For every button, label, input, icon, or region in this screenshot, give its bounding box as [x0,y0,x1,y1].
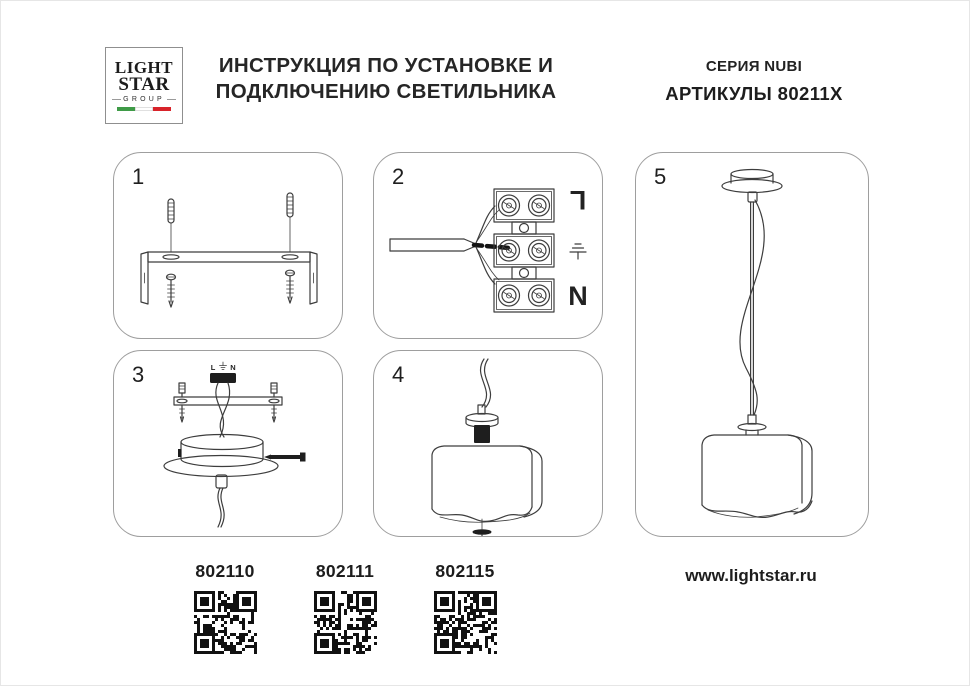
step-number: 2 [392,164,405,189]
step-1-panel [113,152,343,339]
flag-white [135,107,153,111]
mains-cable [390,239,476,251]
page-title-line1: ИНСТРУКЦИЯ ПО УСТАНОВКЕ И [218,54,554,77]
ceiling-canopy [722,170,782,203]
lamp-shade [702,435,812,517]
screw-icon [167,274,176,307]
article-code: 802115 [435,561,495,581]
article-802111 [295,561,395,659]
step-3-panel [113,350,343,537]
screw-icon [286,270,295,303]
step-number: 1 [132,164,145,189]
step-5-panel [635,152,869,537]
earth-symbol-icon [220,362,227,370]
wire-line [221,488,224,527]
step-4-panel [373,350,603,537]
series-name: СЕРИЯ NUBI [705,58,803,75]
terminal-block [494,189,554,312]
series-block [640,58,868,105]
article-802110 [175,561,275,659]
step-2-panel [373,152,603,339]
logo-rule-right [167,99,176,100]
label-line-L: L [210,363,216,372]
shade-fitting [738,415,766,435]
mounting-bracket [141,252,317,304]
label-line-L: L [569,185,587,215]
step2-wiring-diagram [374,153,602,338]
lightstar-logo [105,47,183,124]
qr-code [314,591,377,654]
label-neutral-N: N [568,281,588,311]
dowel-icon [168,199,174,252]
power-cord [740,200,764,415]
logo-word-star: STAR [118,73,170,95]
italian-flag-icon [117,107,171,111]
article-802115 [415,561,515,659]
lamp-shade [432,446,542,522]
earth-symbol-icon [570,244,586,259]
logo-word-light: LIGHT [114,57,174,77]
qr-code [194,591,257,654]
wire-line [476,206,495,243]
logo-group-row [112,96,177,103]
qr-code [434,591,497,654]
step1-mounting-bracket-diagram [114,153,342,338]
wire-line [220,383,229,437]
ceiling-canopy [164,435,278,477]
terminal-screw-icon [499,195,550,306]
wire-neutral [476,247,495,284]
flag-red [153,107,171,111]
wire-line [481,359,487,407]
socket-assembly [466,405,498,443]
wire-line [216,383,224,437]
flag-green [117,107,135,111]
step5-assembled-pendant-diagram [636,153,868,536]
series-articles: АРТИКУЛЫ 80211X [665,83,843,104]
logo-word-group: GROUP [123,96,165,104]
page-title [190,53,582,105]
label-neutral-N: N [230,363,236,372]
step-number: 4 [392,362,405,387]
logo-rule-left [112,99,121,100]
step4-shade-assembly-diagram [374,351,602,536]
step3-canopy-diagram [114,351,342,536]
terminal-block [210,373,236,383]
article-code: 802110 [195,561,255,581]
step-number: 3 [132,362,145,387]
website-url: www.lightstar.ru [685,566,817,585]
dowel-icon [287,193,293,252]
finial-screw-icon [473,529,492,536]
article-code: 802111 [315,561,375,581]
page-title-line2: ПОДКЛЮЧЕНИЮ СВЕТИЛЬНИКА [215,80,557,103]
step-number: 5 [654,164,667,189]
